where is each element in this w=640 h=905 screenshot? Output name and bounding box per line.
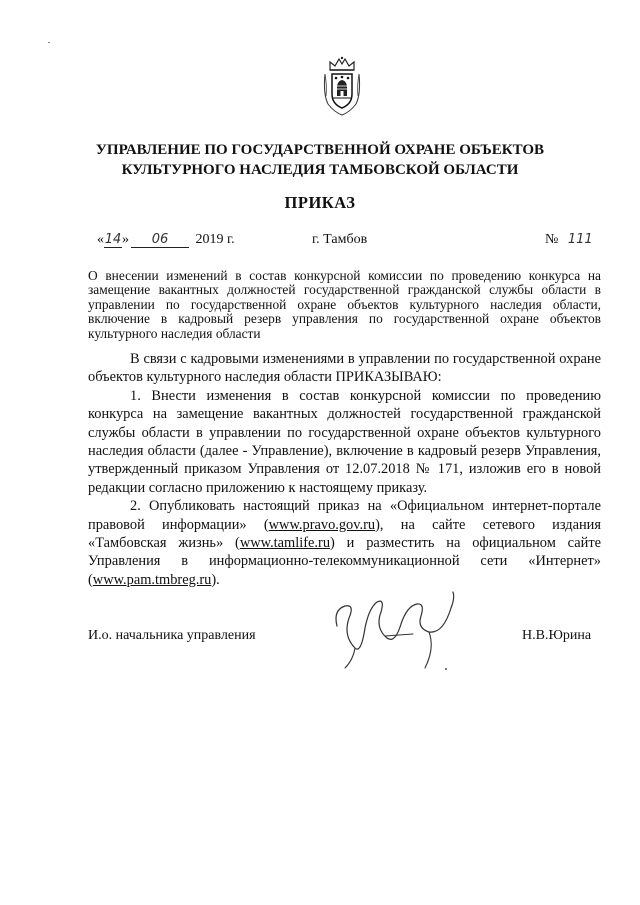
date-number-line — [0, 232, 640, 254]
item-2-paragraph — [88, 497, 601, 589]
date-day: 14 — [104, 232, 122, 247]
scan-speck-2 — [445, 668, 447, 670]
item-1-paragraph: 1. Внести изменения в состав конкурсной комиссии по проведению конкурса на замещение вакантных должностей государственной гражданской службы области в управлении по государственной охране объектов культурного наследия области (далее - Управление), включение в кадровый резерв Управления, утвержденный приказом Управления от 12.07.2018 № 171, изложив его в новой редакции согласно приложению к настоящему приказу. — [88, 387, 601, 496]
order-body — [88, 350, 601, 589]
item-2-text-c: ) и разместить на официальном сайте Управления в информационно-телекоммуникационной сети «Интернет» ( — [88, 535, 601, 588]
scan-speck — [48, 42, 50, 43]
item-2-text-a: 2. Опубликовать настоящий приказ на «Официальном интернет-портале правовой информации» ( — [88, 498, 601, 533]
intro-paragraph: В связи с кадровыми изменениями в управлении по государственной охране объектов культурного наследия области ПРИКАЗЫВАЮ: — [88, 351, 601, 386]
handwritten-signature — [325, 588, 475, 678]
date-year: 2019 г. — [195, 232, 235, 247]
signatory-name: Н.В.Юрина — [522, 628, 592, 643]
number-label: № — [545, 232, 559, 247]
pravo-link[interactable]: www.pravo.gov.ru — [268, 516, 376, 533]
tambov-coat-of-arms-icon — [322, 56, 362, 116]
signatory-position: И.о. начальника управления — [88, 628, 256, 643]
item-2-text-d: ). — [211, 571, 220, 588]
date-close-quote: » — [122, 232, 129, 247]
pam-tmbreg-link[interactable]: www.pam.tmbreg.ru — [92, 571, 212, 588]
number-value: 111 — [567, 232, 593, 247]
date-open-quote: « — [97, 232, 104, 247]
tamlife-link[interactable]: www.tamlife.ru — [239, 535, 331, 552]
item-2-text-b: ), на сайте сетевого издания «Тамбовская жизнь» ( — [88, 516, 602, 552]
order-city: г. Тамбов — [312, 232, 368, 247]
document-title: ПРИКАЗ — [284, 193, 356, 212]
order-date — [97, 232, 235, 248]
order-subject: О внесении изменений в состав конкурсной комиссии по проведению конкурса на замещение вакантных должностей государственной гражданской службы области в управлении по государственной охране объектов культурного наследия области, включение в кадровый резерв управления по государственной охране объектов культурного наследия области — [88, 268, 601, 341]
date-month: 06 — [131, 232, 189, 248]
order-number — [545, 232, 593, 248]
header-line-2: КУЛЬТУРНОГО НАСЛЕДИЯ ТАМБОВСКОЙ ОБЛАСТИ — [121, 162, 519, 178]
issuing-authority-header — [60, 140, 580, 180]
header-line-1: УПРАВЛЕНИЕ ПО ГОСУДАРСТВЕННОЙ ОХРАНЕ ОБЪЕКТОВ — [95, 142, 545, 158]
